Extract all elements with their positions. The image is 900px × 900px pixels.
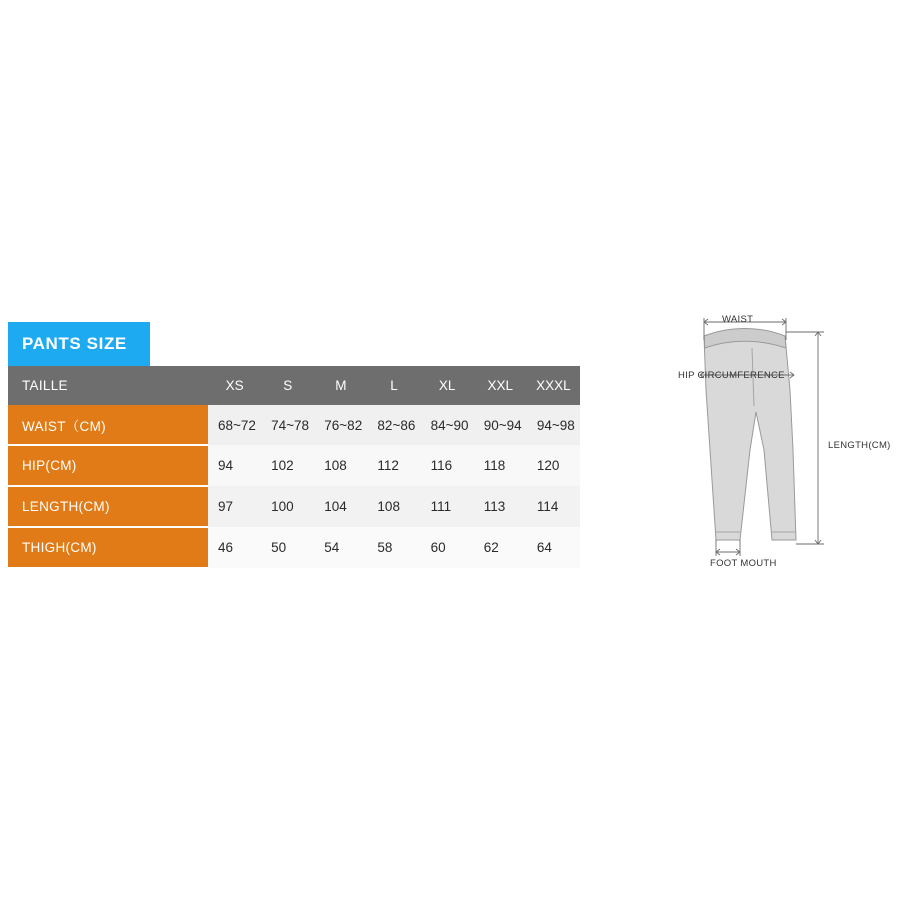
pants-shape [704,329,796,541]
table-row [8,405,580,445]
cell-thigh-l: 58 [367,527,420,568]
header-size-xxl: XXL [474,366,527,405]
header-size-xs: XS [208,366,261,405]
cell-hip-l: 112 [367,445,420,486]
page-title: PANTS SIZE [8,322,150,366]
header-size-s: S [261,366,314,405]
row-label-waist: WAIST（CM) [8,405,208,445]
table-header-row [8,366,580,405]
pants-size-chart [8,322,580,569]
cell-hip-s: 102 [261,445,314,486]
cell-waist-l: 82~86 [367,405,420,445]
label-foot-mouth: FOOT MOUTH [710,558,777,569]
pants-measurement-diagram [660,300,890,590]
cell-length-s: 100 [261,486,314,527]
table-row [8,527,580,568]
cell-length-m: 104 [314,486,367,527]
table-row [8,445,580,486]
row-label-hip: HIP(CM) [8,445,208,486]
cell-hip-xl: 116 [421,445,474,486]
header-size-m: M [314,366,367,405]
cell-thigh-s: 50 [261,527,314,568]
label-hip-circumference: HIP CIRCUMFERENCE [678,370,785,381]
cell-waist-xxl: 90~94 [474,405,527,445]
cell-length-xl: 111 [421,486,474,527]
label-length: LENGTH(CM) [828,440,891,451]
cell-length-xxxl: 114 [527,486,580,527]
header-size-xxxl: XXXL [527,366,580,405]
cell-thigh-xxl: 62 [474,527,527,568]
cell-thigh-m: 54 [314,527,367,568]
label-waist: WAIST [722,314,754,325]
chart-title-row [8,322,580,366]
header-size-xl: XL [421,366,474,405]
cell-hip-xs: 94 [208,445,261,486]
header-size-l: L [367,366,420,405]
cell-waist-xxxl: 94~98 [527,405,580,445]
cell-thigh-xs: 46 [208,527,261,568]
cell-hip-m: 108 [314,445,367,486]
cell-waist-m: 76~82 [314,405,367,445]
row-label-thigh: THIGH(CM) [8,527,208,568]
cell-waist-xs: 68~72 [208,405,261,445]
cell-waist-s: 74~78 [261,405,314,445]
cell-hip-xxl: 118 [474,445,527,486]
cell-length-xxl: 113 [474,486,527,527]
size-table [8,366,580,569]
cell-length-xs: 97 [208,486,261,527]
table-row [8,486,580,527]
cell-hip-xxxl: 120 [527,445,580,486]
title-filler [150,322,580,366]
cell-waist-xl: 84~90 [421,405,474,445]
row-label-length: LENGTH(CM) [8,486,208,527]
cell-thigh-xxxl: 64 [527,527,580,568]
foot-mouth-dimension-line [716,540,740,556]
header-label: TAILLE [8,366,208,405]
cell-length-l: 108 [367,486,420,527]
cell-thigh-xl: 60 [421,527,474,568]
